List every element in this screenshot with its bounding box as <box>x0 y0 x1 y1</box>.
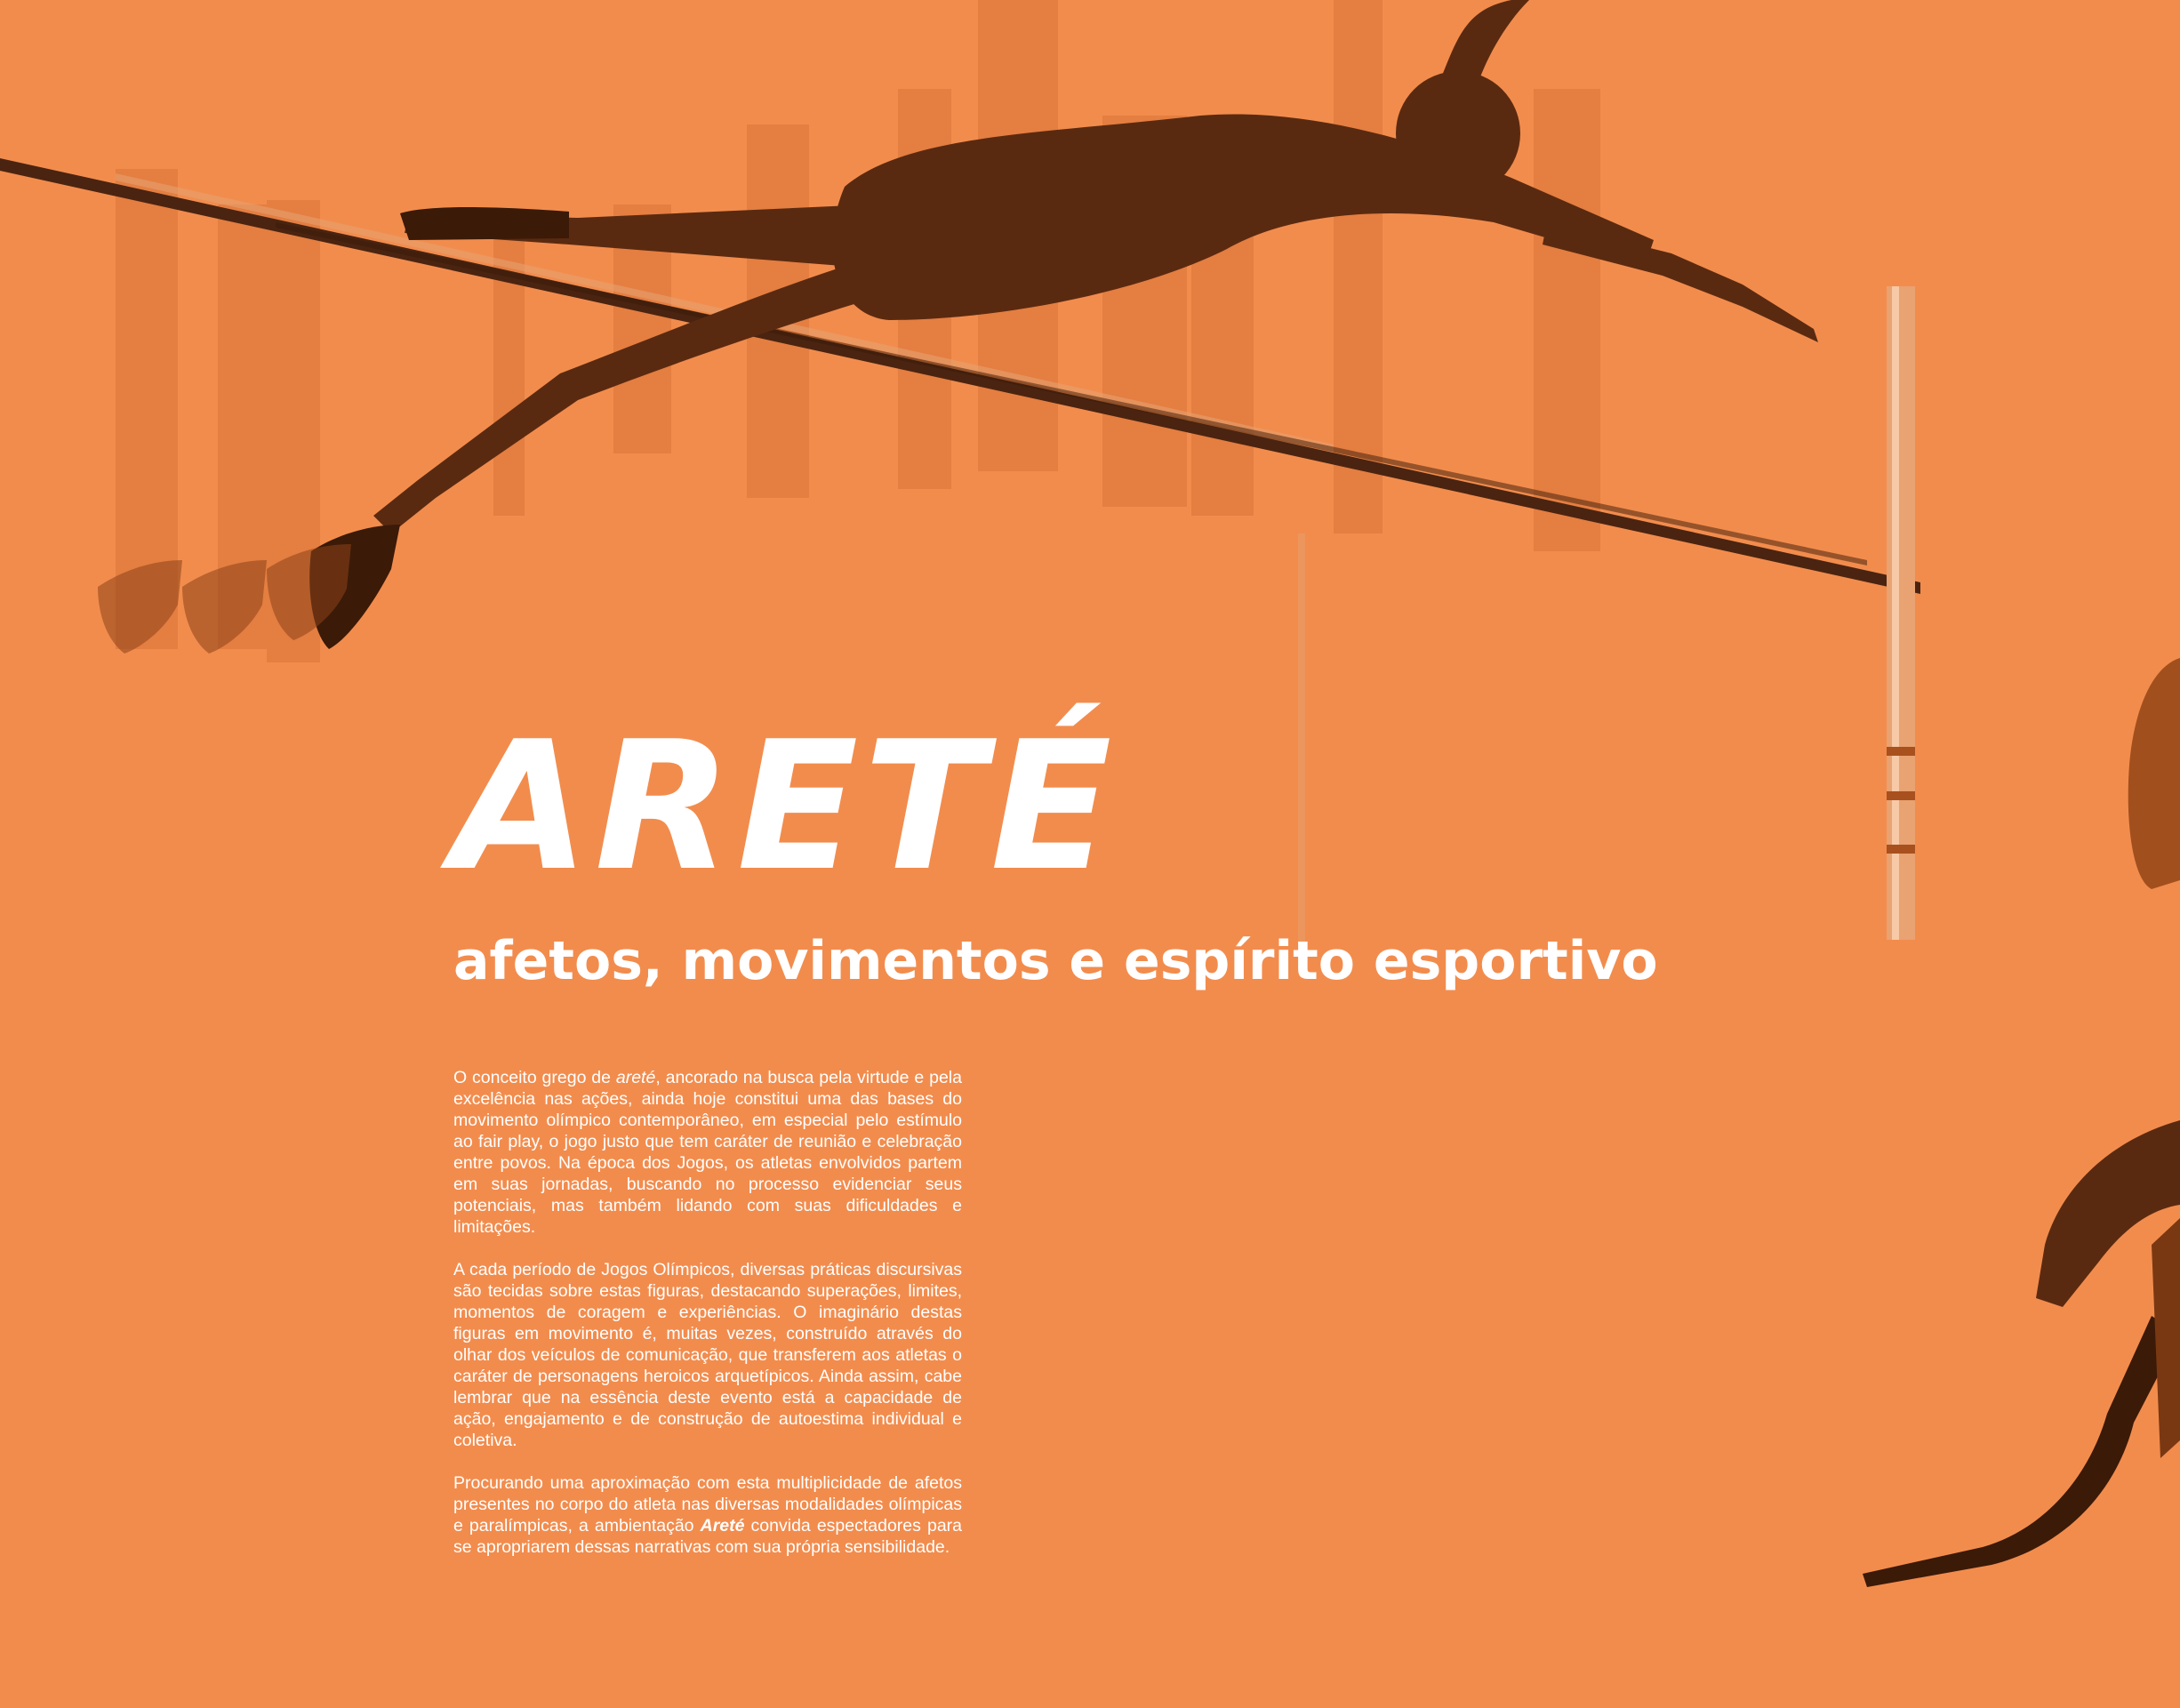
jump-standard-pole <box>1298 286 1915 942</box>
page-subtitle: afetos, movimentos e espírito esportivo <box>453 930 1658 992</box>
page-title: ARETÉ <box>452 703 1118 910</box>
paragraph-2: A cada período de Jogos Olímpicos, diversas práticas discursivas são tecidas sobre estas figuras, destacando superações, limites, momentos de coragem e experiências. O imaginário destas figuras em movimento é, muitas vezes, construído através do olhar dos veículos de comunicação, que transferem aos atletas o caráter de personagens heroicos arquetípicos. Ainda assim, cabe lembrar que na essência deste evento está a capacidade de ação, engajamento e de construção de autoestima individual e coletiva. <box>453 1260 962 1450</box>
term-arete: areté <box>615 1068 656 1087</box>
term-arete-bold: Areté <box>700 1516 745 1536</box>
paragraph-1: O conceito grego de areté, ancorado na busca pela virtude e pela excelência nas ações, ainda hoje constitui uma das bases do movimento olímpico contemporâneo, em especial pelo estímulo ao fair play, o jogo justo que tem caráter de reunião e celebração entre povos. Na época dos Jogos, os atletas envolvidos partem em suas jornadas, buscando no processo evidenciar seus potenciais, mas também lidando com suas dificuldades e limitações. <box>453 1068 962 1237</box>
paragraph-3: Procurando uma aproximação com esta multiplicidade de afetos presentes no corpo do atleta nas diversas modalidades olímpicas e paralímpicas, a ambientação Areté convida espectadores para se apropriarem dessas narrativas com sua própria sensibilidade. <box>453 1473 963 1557</box>
body-text <box>453 1067 962 1579</box>
